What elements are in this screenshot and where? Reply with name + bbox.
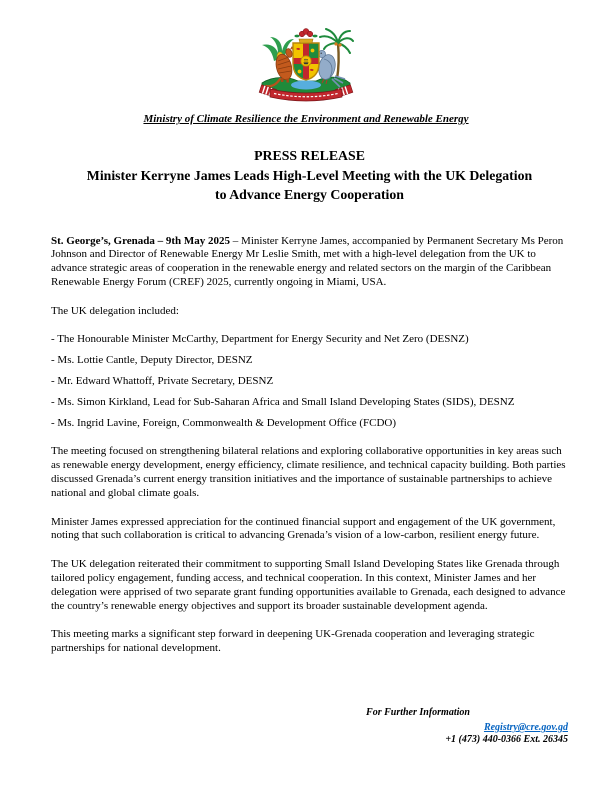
- grenada-coat-of-arms: [258, 27, 354, 107]
- footer-email-line: [484, 722, 568, 733]
- paragraph-dateline: [51, 235, 568, 290]
- paragraph-appreciation: Minister James expressed appreciation for the continued financial support and engagement of the UK government, noting that such collaboration is critical to advancing Grenada’s vision of a low-carbon, resilient energy future.: [51, 515, 556, 542]
- headline-line2: to Advance Energy Cooperation: [215, 187, 404, 202]
- ministry-name: Ministry of Climate Resilience the Environment and Renewable Energy: [143, 113, 469, 125]
- list-item: - The Honourable Minister McCarthy, Department for Energy Security and Net Zero (DESNZ): [51, 333, 469, 346]
- list-item: - Ms. Simon Kirkland, Lead for Sub-Saharan Africa and Small Island Developing States (SIDS), DESNZ: [51, 395, 515, 408]
- delegation-list-intro: The UK delegation included:: [51, 304, 179, 317]
- shield: [293, 43, 319, 80]
- paragraph-dateline-text: – Minister Kerryne James, accompanied by Permanent Secretary Ms Peron Johnson and Director of Renewable Energy Mr Leslie Smith, met with a high-level delegation from the UK to advance strategic areas of cooperation in the renewable energy and related sectors on the margin of the Caribbean Renewable Energy Forum (CREF) 2025, currently ongoing in Miami, USA.: [51, 234, 564, 288]
- dateline: St. George’s, Grenada – 9th May 2025: [51, 234, 231, 247]
- footer-heading: For Further Information: [366, 707, 470, 718]
- list-item: - Ms. Lottie Cantle, Deputy Director, DESNZ: [51, 354, 253, 367]
- email-link[interactable]: Registry@cre.gov.gd: [483, 722, 568, 733]
- headline-line1: Minister Kerryne James Leads High-Level Meeting with the UK Delegation: [86, 167, 533, 183]
- paragraph-uk-commitment: The UK delegation reiterated their commitment to supporting Small Island Developing States like Grenada through tailored policy engagement, funding access, and technical cooperation. In this context, Minister James and her delegation were apprised of two separate grant funding opportunities available to Grenada, each designed to advance the country’s renewable energy objectives and support its broader sustainable development agenda.: [51, 558, 566, 612]
- press-release-label: PRESS RELEASE: [254, 148, 365, 163]
- list-item: - Ms. Ingrid Lavine, Foreign, Commonwealth & Development Office (FCDO): [51, 416, 397, 429]
- headline-block: [51, 146, 568, 205]
- footer-phone: +1 (473) 440-0366 Ext. 26345: [445, 734, 568, 745]
- paragraph-meeting-focus: The meeting focused on strengthening bilateral relations and exploring collaborative opportunities in key areas such as renewable energy development, energy efficiency, climate resilience, and technical capacity building. Both parties discussed Grenada’s current energy transition initiatives and the importance of sustainable partnerships to achieve national and global climate goals.: [51, 445, 566, 499]
- paragraph-closing: This meeting marks a significant step forward in deepening UK-Grenada cooperation and leveraging strategic partnerships for national development.: [51, 628, 535, 655]
- delegation-list: [51, 333, 568, 430]
- crown-of-flowers: [294, 29, 317, 44]
- list-item: - Mr. Edward Whattoff, Private Secretary, DESNZ: [51, 375, 274, 388]
